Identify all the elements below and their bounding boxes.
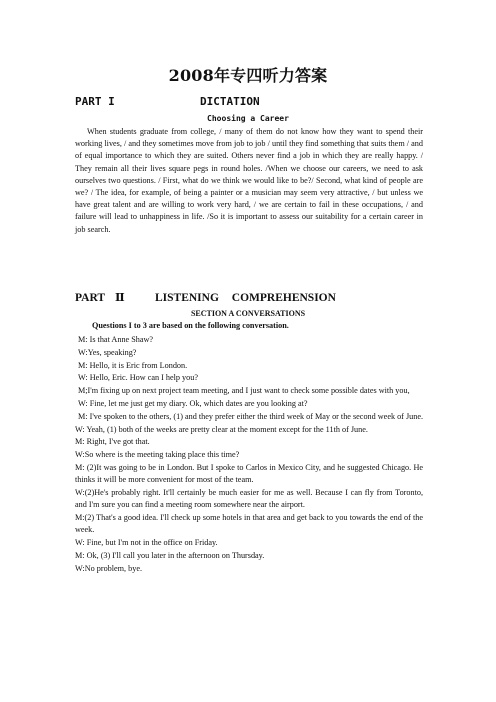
dictation-subtitle: Choosing a Career [207, 114, 289, 123]
dialog-line: W:No problem, bye. [75, 563, 142, 573]
dictation-paragraph: When students graduate from college, / many of them do not know how they want to spend their working lives, / and they sometimes move from job to job / until they find something that suits them / and of equal importance to which they are suited. Others never find a job in which they are really happy. / They remain all their lives square pegs in round holes. /When we choose our careers, we need to ask ourselves two questions. / First, what do we think we would like to be?/ Second, what kind of people are we? / The idea, for example, of being a painter or a musician may seem very attractive, / but unless we have great talent and are willing to work very hard, / we are certain to fail in these occupations, / and failure will lead to unhappiness in life. /So it is important to assess our suitability for a certain career in job search. [75, 127, 423, 234]
part-two-numeral: Ⅱ [115, 292, 125, 304]
dialog-line: M: Ok, (3) I'll call you later in the afternoon on Thursday. [75, 550, 265, 560]
questions-heading: Questions I to 3 are based on the following conversation. [92, 321, 289, 330]
dialog-line: M: Is that Anne Shaw? [78, 335, 154, 344]
dialog-line: W:Yes, speaking? [78, 347, 137, 357]
dialog-line: M;I'm fixing up on next project team meeting, and I just want to check some possible dates with you, [78, 386, 410, 396]
dialog-line: W: Yeah, (1) both of the weeks are pretty clear at the moment except for the 11th of June. [75, 424, 368, 434]
part-one-label: PART I [75, 95, 115, 108]
conversation [75, 334, 423, 575]
dialog-line: M: Right, I've got that. [75, 437, 150, 447]
page-title: 2008年专四听力答案 [168, 66, 328, 85]
part-two-heading [75, 290, 336, 304]
dialog-line: M: Hello, it is Eric from London. [78, 360, 188, 370]
part-two-title: LISTENING COMPREHENSION [155, 292, 336, 304]
dialog-line: M: (2)It was going to be in London. But I spoke to Carlos in Mexico City, and he suggested Chicago. He thinks it will be more convenient for most of the team. [75, 462, 423, 485]
dialog-line: M:(2) That's a good idea. I'll check up some hotels in that area and get back to you towards the end of the week. [75, 512, 423, 535]
dialog-line: M: I've spoken to the others, (1) and they prefer either the third week of May or the second week of June. [78, 411, 424, 421]
dialog-line: W: Hello, Eric. How can I help you? [78, 373, 198, 383]
dialog-line: W: Fine, let me just get my diary. Ok, which dates are you looking at? [78, 398, 308, 408]
dialog-line: W:(2)He's probably right. It'll certainly be much easier for me as well. Because I can fly from Toronto, and I'm sure you can find a meeting room somewhere near the airport. [75, 487, 423, 510]
part-two-label: PART [75, 292, 106, 304]
section-a-heading: SECTION A CONVERSATIONS [190, 309, 306, 318]
dialog-line: W:So where is the meeting taking place this time? [75, 450, 240, 460]
dialog-line: W: Fine, but I'm not in the office on Friday. [75, 537, 218, 547]
part-one-title: DICTATION [200, 95, 260, 108]
